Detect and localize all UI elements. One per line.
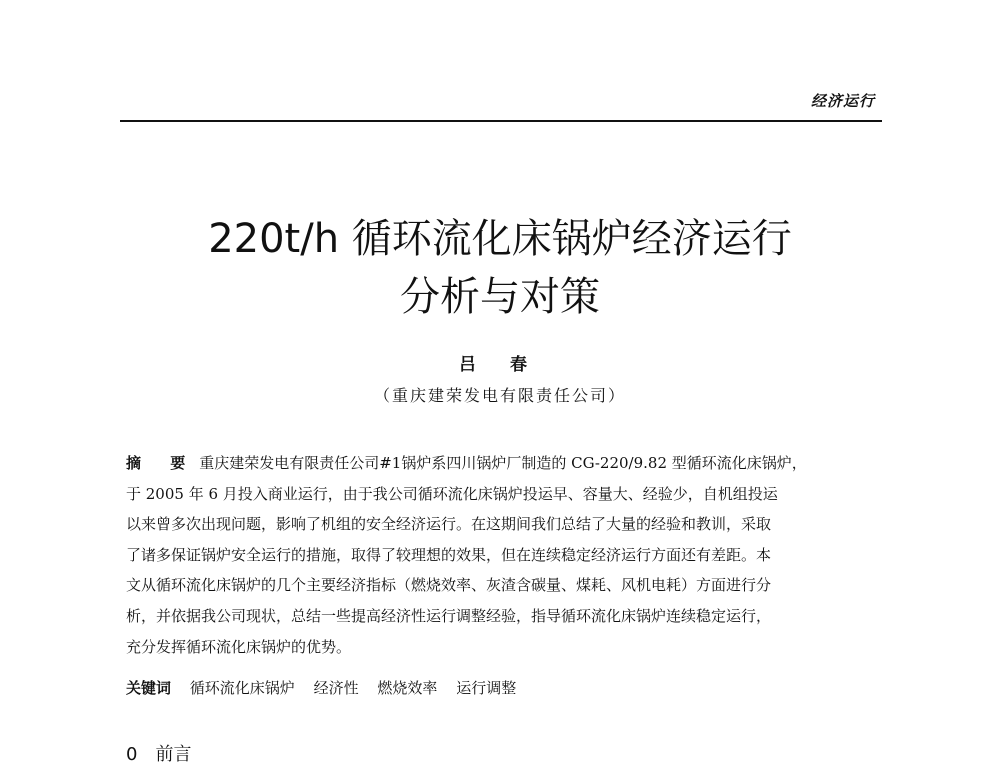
abstract-line: 以来曾多次出现问题，影响了机组的安全经济运行。在这期间我们总结了大量的经验和教训，采取: [126, 515, 772, 534]
abstract-text: 重庆建荣发电有限责任公司#1锅炉系四川锅炉厂制造的 CG-220/9.82 型循环流化床锅炉，: [199, 454, 807, 472]
keyword: 循环流化床锅炉: [189, 679, 295, 697]
running-header: 经济运行: [810, 92, 875, 110]
abstract-line: [126, 448, 882, 479]
keyword: 经济性: [313, 679, 359, 697]
author: 吕 春: [459, 355, 541, 375]
keywords-label: 关键词: [126, 679, 172, 697]
section-number: 0: [126, 744, 138, 765]
abstract-line: 析，并依据我公司现状，总结一些提高经济性运行调整经验，指导循环流化床锅炉连续稳定运行，: [126, 606, 772, 625]
keyword: 燃烧效率: [377, 679, 438, 697]
section-heading: [126, 740, 191, 766]
abstract-label: 摘 要: [126, 454, 198, 472]
header-rule: [120, 120, 882, 122]
abstract-line: 了诸多保证锅炉安全运行的措施，取得了较理想的效果，但在连续稳定经济运行方面还有差距。本: [126, 545, 772, 564]
abstract-line: 文从循环流化床锅炉的几个主要经济指标（燃烧效率、灰渣含碳量、煤耗、风机电耗）方面进行分: [126, 576, 772, 595]
keyword: 运行调整: [456, 679, 517, 697]
paper-title-line-1: 220t/h 循环流化床锅炉经济运行: [208, 216, 792, 262]
abstract: [126, 448, 882, 662]
abstract-line: 于 2005 年 6 月投入商业运行，由于我公司循环流化床锅炉投运早、容量大、经验少，自机组投运: [126, 484, 778, 503]
keywords: [126, 677, 530, 698]
paper-title-line-2: 分析与对策: [400, 274, 600, 320]
abstract-line: 充分发挥循环流化床锅炉的优势。: [126, 637, 352, 656]
section-title: 前言: [155, 744, 192, 765]
affiliation: （重庆建荣发电有限责任公司）: [373, 386, 626, 405]
